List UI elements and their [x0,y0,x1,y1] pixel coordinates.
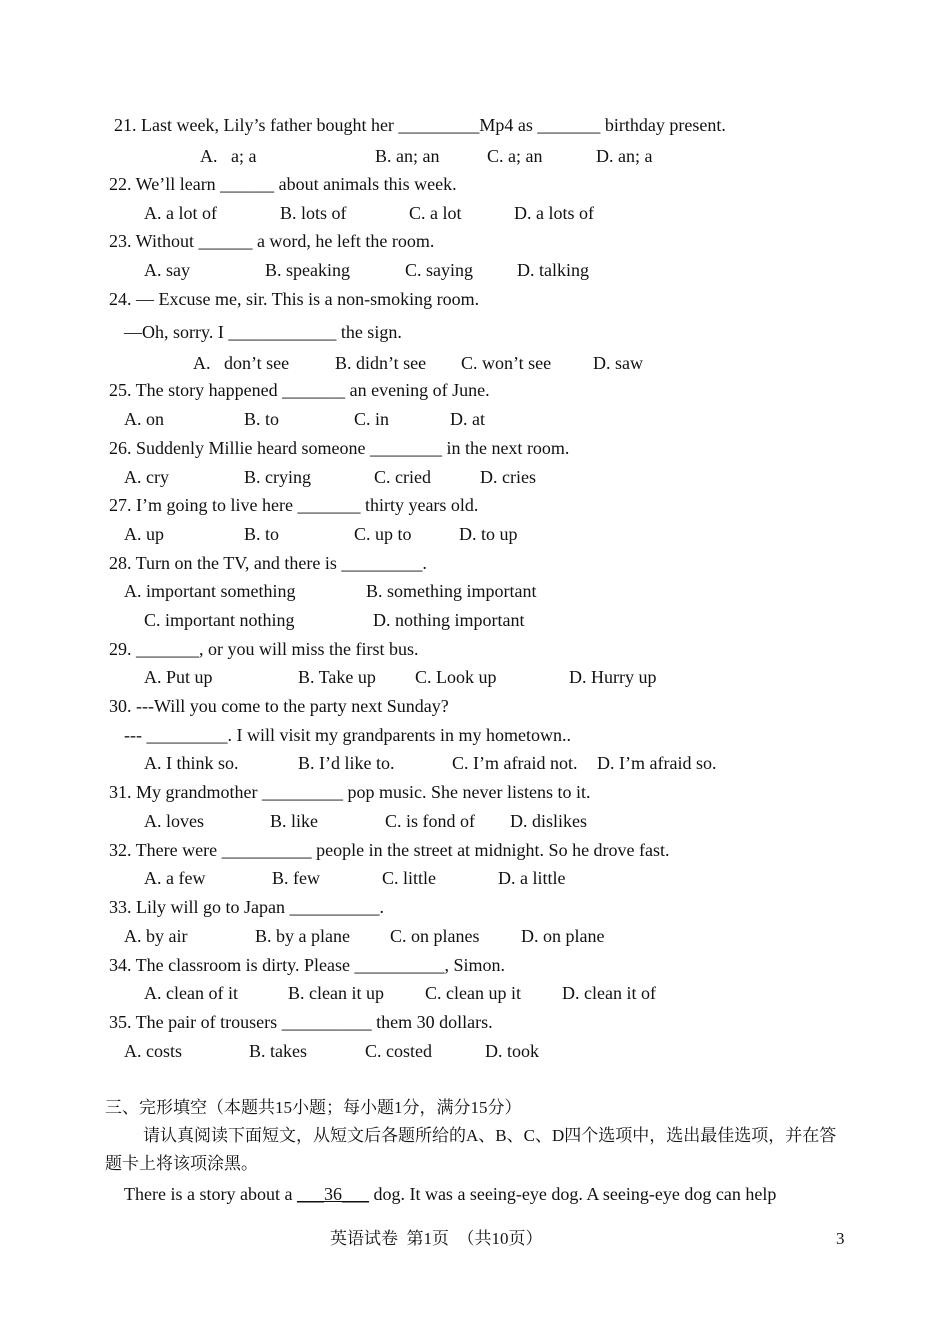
question-35-stem: 35. The pair of trousers __________ them 30 dollars. [109,1012,493,1032]
question-28-option-d: D. nothing important [373,610,525,630]
question-29-option-d: D. Hurry up [569,667,657,687]
section-3-instruction: 请认真阅读下面短文，从短文后各题所给的A、B、C、D四个选项中，选出最佳选项，并在答题卡上将该项涂黑。 [105,1126,837,1173]
question-22-option-d: D. a lots of [514,203,594,223]
question-29-option-b: B. Take up [298,667,376,687]
question-24-option-d: D. saw [593,353,643,373]
question-29-stem: 29. _______, or you will miss the first bus. [109,639,419,659]
question-32-option-b: B. few [272,868,320,888]
question-34-stem: 34. The classroom is dirty. Please __________, Simon. [109,955,505,975]
question-29-option-a: A. Put up [144,667,213,687]
cloze-passage-after: dog. It was a seeing-eye dog. A seeing-eye dog can help [368,1184,777,1204]
question-33-option-c: C. on planes [390,926,480,946]
question-32-option-c: C. little [382,868,436,888]
question-25-option-c: C. in [354,409,390,429]
cloze-passage-line [124,1183,776,1205]
question-29-option-c: C. Look up [415,667,497,687]
question-27-option-a: A. up [124,524,164,544]
question-23-stem: 23. Without ______ a word, he left the room. [109,231,435,251]
question-35-option-d: D. took [485,1041,539,1061]
question-25-stem: 25. The story happened _______ an evening of June. [109,380,490,400]
question-21-option-d: D. an; a [596,146,653,166]
question-26-option-a: A. cry [124,467,169,487]
question-34-option-d: D. clean it of [562,983,656,1003]
question-32-option-d: D. a little [498,868,566,888]
question-33-option-b: B. by a plane [255,926,350,946]
question-34-option-b: B. clean it up [288,983,384,1003]
question-26-option-c: C. cried [374,467,431,487]
question-25-option-b: B. to [244,409,280,429]
question-26-stem: 26. Suddenly Millie heard someone ________ in the next room. [109,438,570,458]
question-24-stem: 24. — Excuse me, sir. This is a non-smoking room. [109,289,480,309]
cloze-blank-36: ___36___ [296,1184,369,1204]
question-22-stem: 22. We’ll learn ______ about animals this week. [109,174,457,194]
question-33-option-a: A. by air [124,926,188,946]
question-22-option-b: B. lots of [280,203,347,223]
question-22-option-c: C. a lot [409,203,462,223]
question-30-option-b: B. I’d like to. [298,753,395,773]
question-31-option-c: C. is fond of [385,811,475,831]
question-24-reply: —Oh, sorry. I ____________ the sign. [124,322,402,342]
question-23-option-d: D. talking [517,260,589,280]
question-33-option-d: D. on plane [521,926,605,946]
question-26-option-b: B. crying [244,467,311,487]
question-24-option-c: C. won’t see [461,353,552,373]
question-35-option-c: C. costed [365,1041,432,1061]
question-26-option-d: D. cries [480,467,536,487]
question-27-option-b: B. to [244,524,280,544]
question-28-stem: 28. Turn on the TV, and there is _________. [109,553,427,573]
question-28-option-a: A. important something [124,581,296,601]
question-35-option-a: A. costs [124,1041,182,1061]
question-21-option-b: B. an; an [375,146,440,166]
question-24-option-a: A. don’t see [193,353,290,373]
question-34-option-c: C. clean up it [425,983,521,1003]
question-21-stem: 21. Last week, Lily’s father bought her _________Mp4 as _______ birthday present. [114,115,726,135]
question-31-option-a: A. loves [144,811,204,831]
question-27-option-d: D. to up [459,524,518,544]
question-30-option-c: C. I’m afraid not. [452,753,578,773]
question-30-option-a: A. I think so. [144,753,239,773]
question-32-option-a: A. a few [144,868,206,888]
question-30-option-d: D. I’m afraid so. [597,753,717,773]
question-33-stem: 33. Lily will go to Japan __________. [109,897,384,917]
cloze-passage-before: There is a story about a [124,1184,297,1204]
page-number: 3 [836,1229,845,1248]
question-31-option-d: D. dislikes [510,811,588,831]
question-27-stem: 27. I’m going to live here _______ thirty years old. [109,495,479,515]
question-21-option-c: C. a; an [487,146,543,166]
question-23-option-a: A. say [144,260,190,280]
question-30-stem: 30. ---Will you come to the party next Sunday? [109,696,449,716]
question-22-option-a: A. a lot of [144,203,217,223]
question-27-option-c: C. up to [354,524,412,544]
question-23-option-b: B. speaking [265,260,350,280]
question-32-stem: 32. There were __________ people in the street at midnight. So he drove fast. [109,840,670,860]
question-31-option-b: B. like [270,811,318,831]
section-3-heading: 三、完形填空（本题共15小题；每小题1分，满分15分） [105,1098,522,1117]
question-35-option-b: B. takes [249,1041,307,1061]
question-28-option-b: B. something important [366,581,537,601]
question-21-option-a: A. a; a [200,146,257,166]
question-25-option-d: D. at [450,409,485,429]
question-31-stem: 31. My grandmother _________ pop music. She never listens to it. [109,782,591,802]
question-23-option-c: C. saying [405,260,474,280]
question-25-option-a: A. on [124,409,164,429]
question-24-option-b: B. didn’t see [335,353,427,373]
page-footer: 英语试卷 第1页 （共10页） [330,1229,543,1248]
question-30-reply: --- _________. I will visit my grandparents in my hometown.. [124,725,571,745]
question-28-option-c: C. important nothing [144,610,295,630]
question-34-option-a: A. clean of it [144,983,238,1003]
